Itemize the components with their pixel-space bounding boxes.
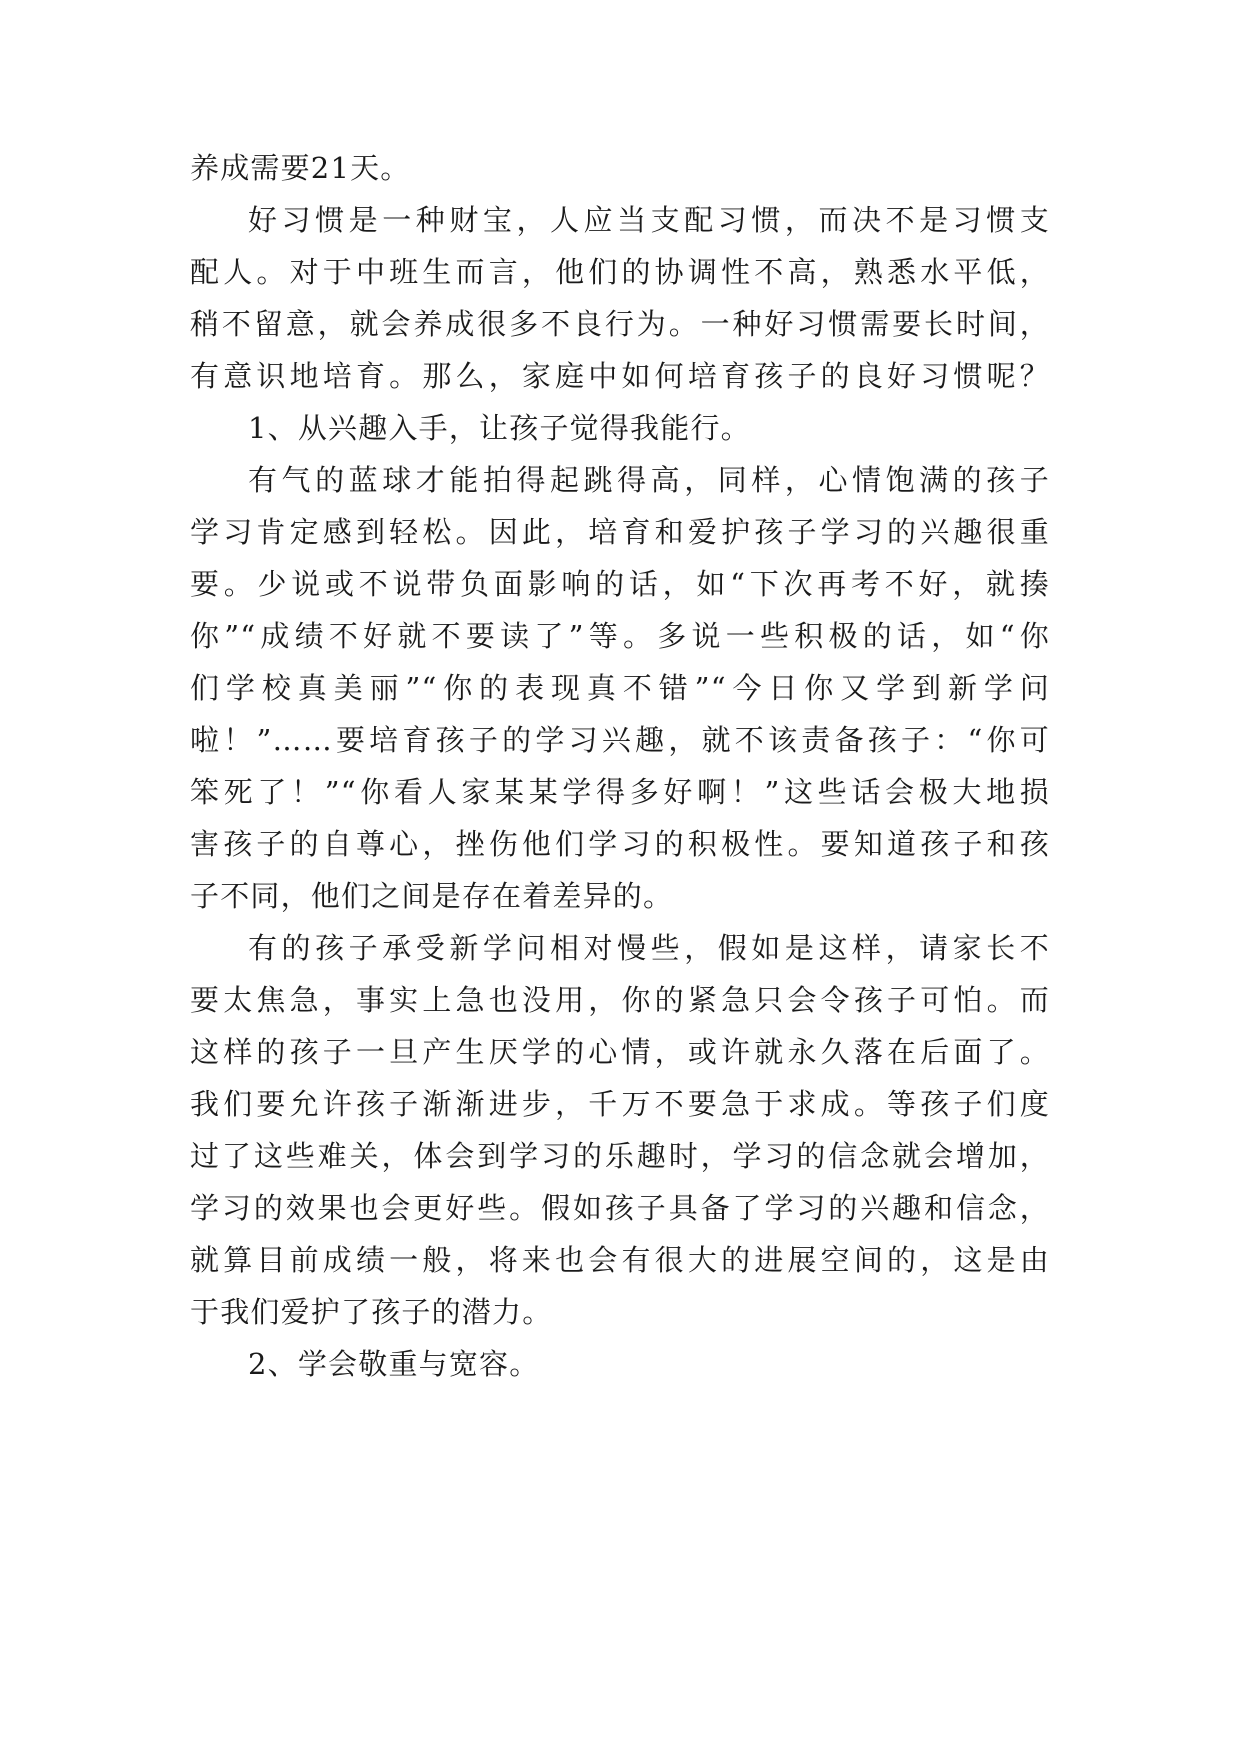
text-line: 2、学会敬重与宽容。 <box>248 1347 540 1381</box>
text-line: 我们要允许孩子渐渐进步，千万不要急于求成。等孩子们度 <box>190 1087 1050 1121</box>
text-line: 学习肯定感到轻松。因此，培育和爱护孩子学习的兴趣很重 <box>190 515 1050 549</box>
text-line: 学习的效果也会更好些。假如孩子具备了学习的兴趣和信念， <box>190 1191 1050 1225</box>
text-line: 过了这些难关，体会到学习的乐趣时，学习的信念就会增加， <box>190 1139 1050 1173</box>
text-line: 于我们爱护了孩子的潜力。 <box>190 1295 553 1329</box>
text-line: 这样的孩子一旦产生厌学的心情，或许就永久落在后面了。 <box>190 1035 1050 1069</box>
text-line: 有的孩子承受新学问相对慢些，假如是这样，请家长不 <box>248 931 1050 965</box>
text-line: 好习惯是一种财宝，人应当支配习惯，而决不是习惯支 <box>248 203 1050 237</box>
text-line: 笨死了！”“你看人家某某学得多好啊！”这些话会极大地损 <box>190 775 1050 809</box>
text-line: 子不同，他们之间是存在着差异的。 <box>190 879 674 913</box>
text-line: 稍不留意，就会养成很多不良行为。一种好习惯需要长时间， <box>190 307 1050 341</box>
text-line: 们学校真美丽”“你的表现真不错”“今日你又学到新学问 <box>190 671 1050 705</box>
text-line: 要太焦急，事实上急也没用，你的紧急只会令孩子可怕。而 <box>190 983 1050 1017</box>
text-line: 配人。对于中班生而言，他们的协调性不高，熟悉水平低， <box>190 255 1050 289</box>
text-line: 1、从兴趣入手，让孩子觉得我能行。 <box>248 411 751 445</box>
text-line: 养成需要21天。 <box>190 151 411 185</box>
text-line: 就算目前成绩一般，将来也会有很大的进展空间的，这是由 <box>190 1243 1050 1277</box>
text-line: 要。少说或不说带负面影响的话，如“下次再考不好，就揍 <box>190 567 1050 601</box>
text-line: 有意识地培育。那么，家庭中如何培育孩子的良好习惯呢？ <box>190 359 1050 393</box>
text-line: 有气的蓝球才能拍得起跳得高，同样，心情饱满的孩子 <box>248 463 1050 497</box>
text-line: 你”“成绩不好就不要读了”等。多说一些积极的话，如“你 <box>190 619 1050 653</box>
text-line: 啦！”……要培育孩子的学习兴趣，就不该责备孩子：“你可 <box>190 723 1050 757</box>
text-line: 害孩子的自尊心，挫伤他们学习的积极性。要知道孩子和孩 <box>190 827 1050 861</box>
